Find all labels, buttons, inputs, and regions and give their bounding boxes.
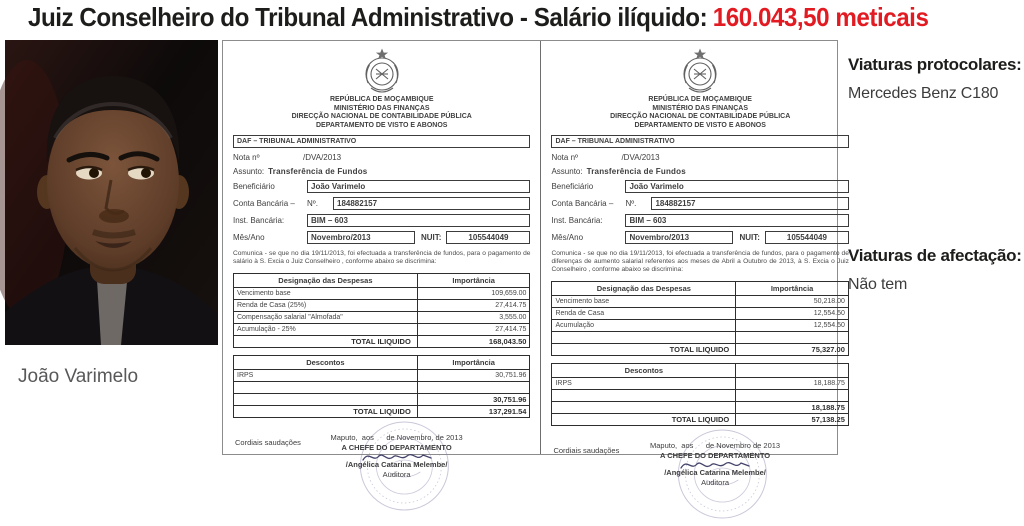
table-row bbox=[234, 288, 530, 300]
column-header: Designação das Despesas bbox=[552, 282, 736, 296]
doc-footer bbox=[233, 422, 530, 518]
table-row bbox=[552, 308, 848, 320]
header-row bbox=[552, 282, 848, 296]
total-label-cell: TOTAL LIQUIDO bbox=[234, 406, 418, 418]
person-name: João Varimelo bbox=[18, 366, 139, 387]
title-text: Juiz Conselheiro do Tribunal Administrativo - Salário ilíquido: bbox=[28, 2, 708, 32]
signer-role: Auditora bbox=[701, 477, 730, 487]
org-header-line: DEPARTAMENTO DE VISTO E ABONOS bbox=[634, 121, 766, 129]
description-cell bbox=[234, 382, 418, 394]
signer-name: /Angélica Catarina Melembe/ bbox=[345, 460, 448, 469]
amount-cell: 27,414.75 bbox=[417, 300, 530, 312]
coat-of-arms-icon bbox=[233, 48, 530, 96]
subtotal-amount-cell: 30,751.96 bbox=[417, 394, 530, 406]
amount-cell: 50,218.00 bbox=[736, 296, 849, 308]
table-row bbox=[552, 390, 848, 402]
field-value-box: 184882157 bbox=[651, 197, 848, 210]
field-label: Conta Bancária – bbox=[551, 199, 614, 208]
amount-cell: 30,751.96 bbox=[417, 370, 530, 382]
amount-cell: 27,414.75 bbox=[417, 324, 530, 336]
portrait-illustration bbox=[5, 40, 218, 345]
expenses-table-body bbox=[234, 288, 530, 348]
field-label: Beneficiário bbox=[551, 182, 594, 191]
org-header-line: MINISTÉRIO DAS FINANÇAS bbox=[652, 104, 749, 112]
nuit-label: NUIT: bbox=[421, 233, 442, 242]
description-cell: Vencimento base bbox=[552, 296, 736, 308]
salutation: Cordiais saudações bbox=[553, 446, 620, 455]
title-amount: 160.043,50 meticais bbox=[712, 2, 929, 32]
header-row bbox=[234, 356, 530, 370]
dept-box: DAF – TRIBUNAL ADMINISTRATIVO bbox=[233, 135, 530, 148]
table-row bbox=[234, 300, 530, 312]
doc-footer bbox=[551, 430, 848, 526]
header-row bbox=[234, 274, 530, 288]
total-label-cell: TOTAL ILIQUIDO bbox=[234, 336, 418, 348]
table-row bbox=[234, 370, 530, 382]
org-header-line: MINISTÉRIO DAS FINANÇAS bbox=[333, 104, 430, 112]
chief-title: A CHEFE DO DEPARTAMENTO bbox=[659, 450, 771, 460]
vehicles-assigned-value: Não tem bbox=[848, 276, 908, 293]
nota-label: Nota nº bbox=[551, 153, 578, 162]
description-cell bbox=[552, 390, 736, 402]
signature-block bbox=[620, 441, 810, 487]
salutation: Cordiais saudações bbox=[235, 438, 301, 447]
vehicles-protocol-value: Mercedes Benz C180 bbox=[848, 85, 999, 102]
field-row bbox=[233, 214, 530, 227]
expenses-table-head bbox=[552, 282, 848, 296]
dept-box: DAF – TRIBUNAL ADMINISTRATIVO bbox=[551, 135, 848, 148]
vehicles-protocol-heading: Viaturas protocolares: bbox=[848, 55, 1022, 74]
coat-of-arms-icon bbox=[551, 48, 848, 96]
field-label: Mês/Ano bbox=[233, 233, 265, 242]
amount-cell bbox=[736, 332, 849, 344]
nota-row bbox=[233, 153, 530, 162]
total-row bbox=[234, 406, 530, 418]
column-header: Descontos bbox=[552, 364, 736, 378]
assunto-label: Assunto: bbox=[551, 167, 583, 176]
description-cell: Acumulação - 25% bbox=[234, 324, 418, 336]
column-header: Importância bbox=[417, 356, 530, 370]
expenses-table bbox=[551, 281, 848, 356]
field-value-box: Novembro/2013 bbox=[307, 231, 415, 244]
expenses-table-head bbox=[234, 274, 530, 288]
amount-cell: 18,188.75 bbox=[736, 378, 849, 390]
field-value-box: Novembro/2013 bbox=[625, 231, 733, 244]
deductions-table bbox=[233, 355, 530, 418]
description-cell: Compensação salarial "Almofada" bbox=[234, 312, 418, 324]
description-cell bbox=[552, 402, 736, 414]
org-header-line: DIRECÇÃO NACIONAL DE CONTABILIDADE PÚBLICA bbox=[610, 113, 791, 120]
org-header-line: DIRECÇÃO NACIONAL DE CONTABILIDADE PÚBLICA bbox=[291, 113, 472, 120]
total-label-cell: TOTAL LIQUIDO bbox=[552, 414, 736, 426]
assunto-value: Transferência de Fundos bbox=[268, 167, 368, 176]
document bbox=[223, 41, 540, 479]
signature-block bbox=[302, 433, 492, 479]
signer-role: Auditora bbox=[382, 469, 411, 479]
column-header: Descontos bbox=[234, 356, 418, 370]
table-row bbox=[234, 382, 530, 394]
total-amount-cell: 168,043.50 bbox=[417, 336, 530, 348]
amount-cell: 3,555.00 bbox=[417, 312, 530, 324]
page-title bbox=[28, 2, 928, 33]
field-row bbox=[551, 214, 848, 227]
column-header: Designação das Despesas bbox=[234, 274, 418, 288]
field-value-box: João Varimelo bbox=[307, 180, 530, 193]
nota-value: /DVA/2013 bbox=[621, 153, 660, 162]
description-cell: IRPS bbox=[234, 370, 418, 382]
deductions-table-body bbox=[552, 378, 848, 426]
place-date: Maputo, aos de Novembro, de 2013 bbox=[330, 433, 463, 442]
field-label: Mês/Ano bbox=[551, 233, 584, 242]
documents-panel bbox=[222, 40, 849, 487]
table-row bbox=[552, 296, 848, 308]
coat-of-arms-icon bbox=[361, 48, 403, 94]
subtotal-row bbox=[552, 402, 848, 414]
column-header: Importância bbox=[417, 274, 530, 288]
total-amount-cell: 137,291.54 bbox=[417, 406, 530, 418]
deductions-table-head bbox=[234, 356, 530, 370]
nuit-label: NUIT: bbox=[739, 233, 760, 242]
subtotal-amount-cell: 18,188.75 bbox=[736, 402, 849, 414]
person-photo bbox=[5, 40, 218, 345]
nota-label: Nota nº bbox=[233, 153, 260, 162]
vehicles-protocol-block bbox=[848, 55, 1024, 103]
expenses-table-body bbox=[552, 296, 848, 356]
notice-text: Comunica - se que no dia 19/11/2013, foi efectuada a transferência de fundos, para o pagamento de salário à S. Excia o Juiz Conselheiro , conforme abaixo se discrimina: bbox=[233, 250, 531, 265]
field-value-box: BIM – 603 bbox=[307, 214, 530, 227]
deductions-table bbox=[551, 363, 848, 426]
deductions-table-body bbox=[234, 370, 530, 418]
field-label: Inst. Bancária: bbox=[233, 216, 285, 225]
document bbox=[540, 41, 858, 487]
assunto-row bbox=[551, 167, 848, 176]
vehicles-assigned-block bbox=[848, 246, 1024, 294]
org-header-line: REPÚBLICA DE MOÇAMBIQUE bbox=[329, 96, 434, 103]
total-label-cell: TOTAL ILIQUIDO bbox=[552, 344, 736, 356]
nuit-value-box: 105544049 bbox=[446, 231, 530, 244]
amount-cell bbox=[736, 390, 849, 402]
org-header-line: DEPARTAMENTO DE VISTO E ABONOS bbox=[315, 121, 448, 129]
total-row bbox=[234, 336, 530, 348]
field-value-box: João Varimelo bbox=[625, 180, 848, 193]
field-value-box: 184882157 bbox=[333, 197, 530, 210]
description-cell bbox=[552, 332, 736, 344]
header-row bbox=[552, 364, 848, 378]
signer-name: /Angélica Catarina Melembe/ bbox=[664, 468, 766, 477]
column-header: Importância bbox=[736, 282, 849, 296]
field-row bbox=[233, 180, 530, 193]
amount-cell bbox=[417, 382, 530, 394]
org-header-line: REPÚBLICA DE MOÇAMBIQUE bbox=[648, 96, 752, 103]
deductions-table-head bbox=[552, 364, 848, 378]
field-value-box: BIM – 603 bbox=[625, 214, 848, 227]
amount-cell: 12,554.50 bbox=[736, 308, 849, 320]
place-date: Maputo, aos de Novembro de 2013 bbox=[650, 441, 781, 450]
description-cell: Renda de Casa bbox=[552, 308, 736, 320]
total-amount-cell: 75,327.00 bbox=[736, 344, 849, 356]
field-row bbox=[551, 231, 848, 244]
description-cell: Renda de Casa (25%) bbox=[234, 300, 418, 312]
field-sublabel: Nº. bbox=[307, 199, 318, 208]
subtotal-row bbox=[234, 394, 530, 406]
description-cell: IRPS bbox=[552, 378, 736, 390]
amount-cell: 12,554.50 bbox=[736, 320, 849, 332]
assunto-row bbox=[233, 167, 530, 176]
nuit-value-box: 105544049 bbox=[765, 231, 849, 244]
field-row bbox=[233, 197, 530, 210]
field-label: Inst. Bancária: bbox=[551, 216, 603, 225]
chief-title: A CHEFE DO DEPARTAMENTO bbox=[341, 442, 452, 452]
table-row bbox=[234, 312, 530, 324]
table-row bbox=[552, 320, 848, 332]
vehicles-assigned-heading: Viaturas de afectação: bbox=[848, 246, 1022, 265]
column-header bbox=[736, 364, 849, 378]
table-row bbox=[234, 324, 530, 336]
field-row bbox=[551, 197, 848, 210]
notice-text: Comunica - se que no dia 19/11/2013, foi efectuada a transferência de fundos, para o pagamento de diferenças de aumento salarial referentes aos meses de Abril a Outubro de 2013, à S. Excia o Juiz Conselheiro , conforme abaixo se discrimina: bbox=[551, 250, 849, 273]
field-label: Beneficiário bbox=[233, 182, 275, 191]
description-cell bbox=[234, 394, 418, 406]
amount-cell: 109,659.00 bbox=[417, 288, 530, 300]
description-cell: Acumulação bbox=[552, 320, 736, 332]
description-cell: Vencimento base bbox=[234, 288, 418, 300]
total-amount-cell: 57,138.25 bbox=[736, 414, 849, 426]
field-row bbox=[233, 231, 530, 244]
nota-row bbox=[551, 153, 848, 162]
field-sublabel: Nº. bbox=[625, 199, 637, 208]
table-row bbox=[552, 332, 848, 344]
field-row bbox=[551, 180, 848, 193]
nota-value: /DVA/2013 bbox=[303, 153, 342, 162]
total-row bbox=[552, 344, 848, 356]
assunto-label: Assunto: bbox=[233, 167, 265, 176]
field-label: Conta Bancária – bbox=[233, 199, 295, 208]
expenses-table bbox=[233, 273, 530, 348]
assunto-value: Transferência de Fundos bbox=[586, 167, 686, 176]
total-row bbox=[552, 414, 848, 426]
coat-of-arms-icon bbox=[679, 48, 721, 94]
table-row bbox=[552, 378, 848, 390]
